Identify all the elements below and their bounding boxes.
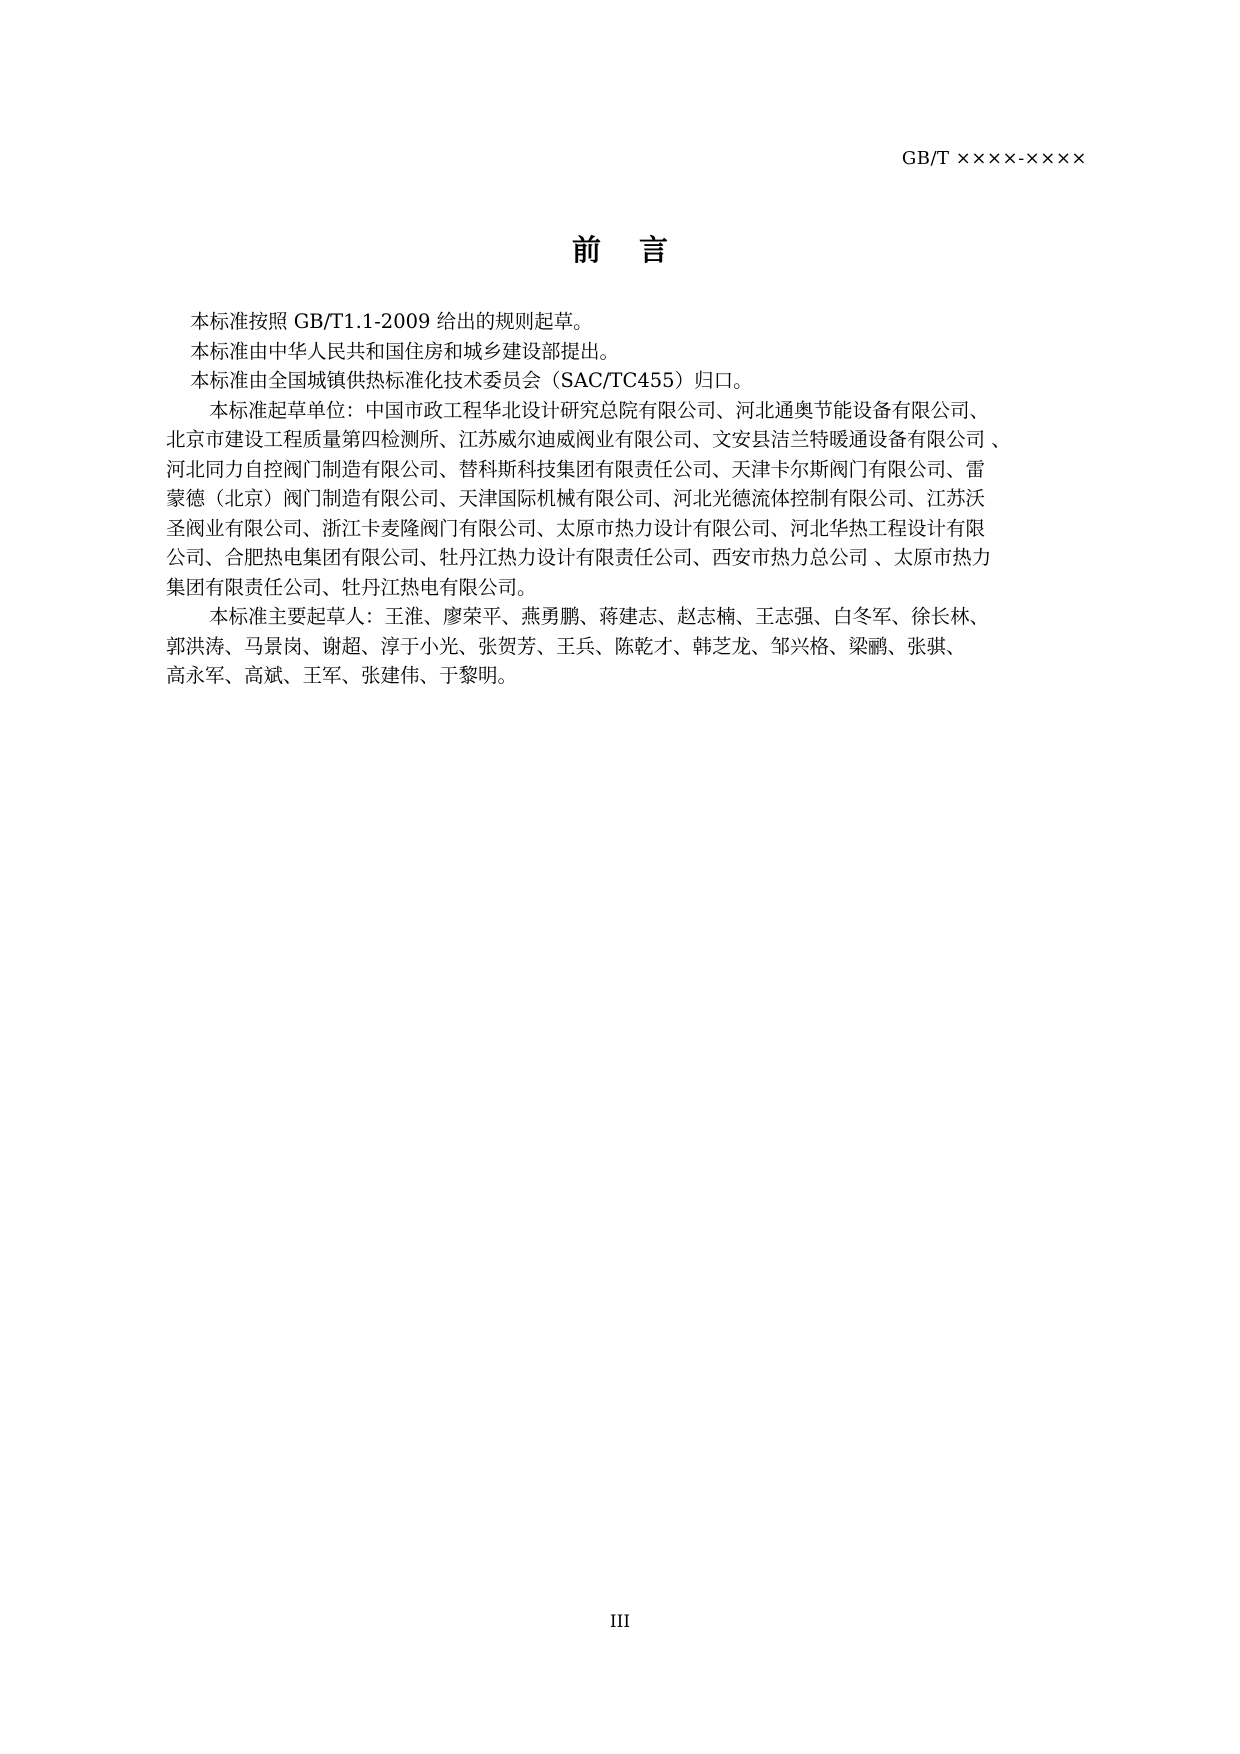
page-number: III [609, 1612, 631, 1632]
page-title: 前 言 [571, 233, 683, 267]
text-line: 河北同力自控阀门制造有限公司、替科斯科技集团有限责任公司、天津卡尔斯阀门有限公司、雷 [166, 457, 986, 481]
paragraph-drafting-rules: 本标准按照 GB/T1.1-2009 给出的规则起草。 [190, 310, 593, 333]
paragraph-proposer: 本标准由中华人民共和国住房和城乡建设部提出。 [190, 339, 620, 363]
text-line: 公司、合肥热电集团有限公司、牡丹江热力设计有限责任公司、西安市热力总公司 、太原市热力 [166, 546, 992, 569]
foreword-body [166, 307, 1086, 691]
text-line: 本标准起草单位：中国市政工程华北设计研究总院有限公司、河北通奥节能设备有限公司、 [209, 398, 990, 422]
paragraph-drafting-units [166, 396, 1086, 603]
text-line: 郭洪涛、马景岗、谢超、淳于小光、张贺芳、王兵、陈乾才、韩芝龙、邹兴格、梁鹂、张骐、 [166, 634, 966, 658]
standard-number: GB/T ××××-×××× [901, 148, 1087, 169]
text-line: 蒙德（北京）阀门制造有限公司、天津国际机械有限公司、河北光德流体控制有限公司、江苏沃 [166, 487, 986, 510]
text-line: 高永军、高斌、王军、张建伟、于黎明。 [166, 664, 518, 687]
paragraph-main-drafters [166, 602, 1086, 691]
text-line: 圣阀业有限公司、浙江卡麦隆阀门有限公司、太原市热力设计有限公司、河北华热工程设计有限 [166, 516, 986, 540]
text-line: 本标准主要起草人：王淮、廖荣平、燕勇鹏、蒋建志、赵志楠、王志强、白冬军、徐长林、 [209, 605, 990, 628]
paragraph-administrator: 本标准由全国城镇供热标准化技术委员会（SAC/TC455）归口。 [190, 369, 753, 392]
text-line: 北京市建设工程质量第四检测所、江苏威尔迪威阀业有限公司、文安县洁兰特暖通设备有限公司 、 [166, 428, 1011, 451]
text-line: 集团有限责任公司、牡丹江热电有限公司。 [166, 575, 537, 599]
